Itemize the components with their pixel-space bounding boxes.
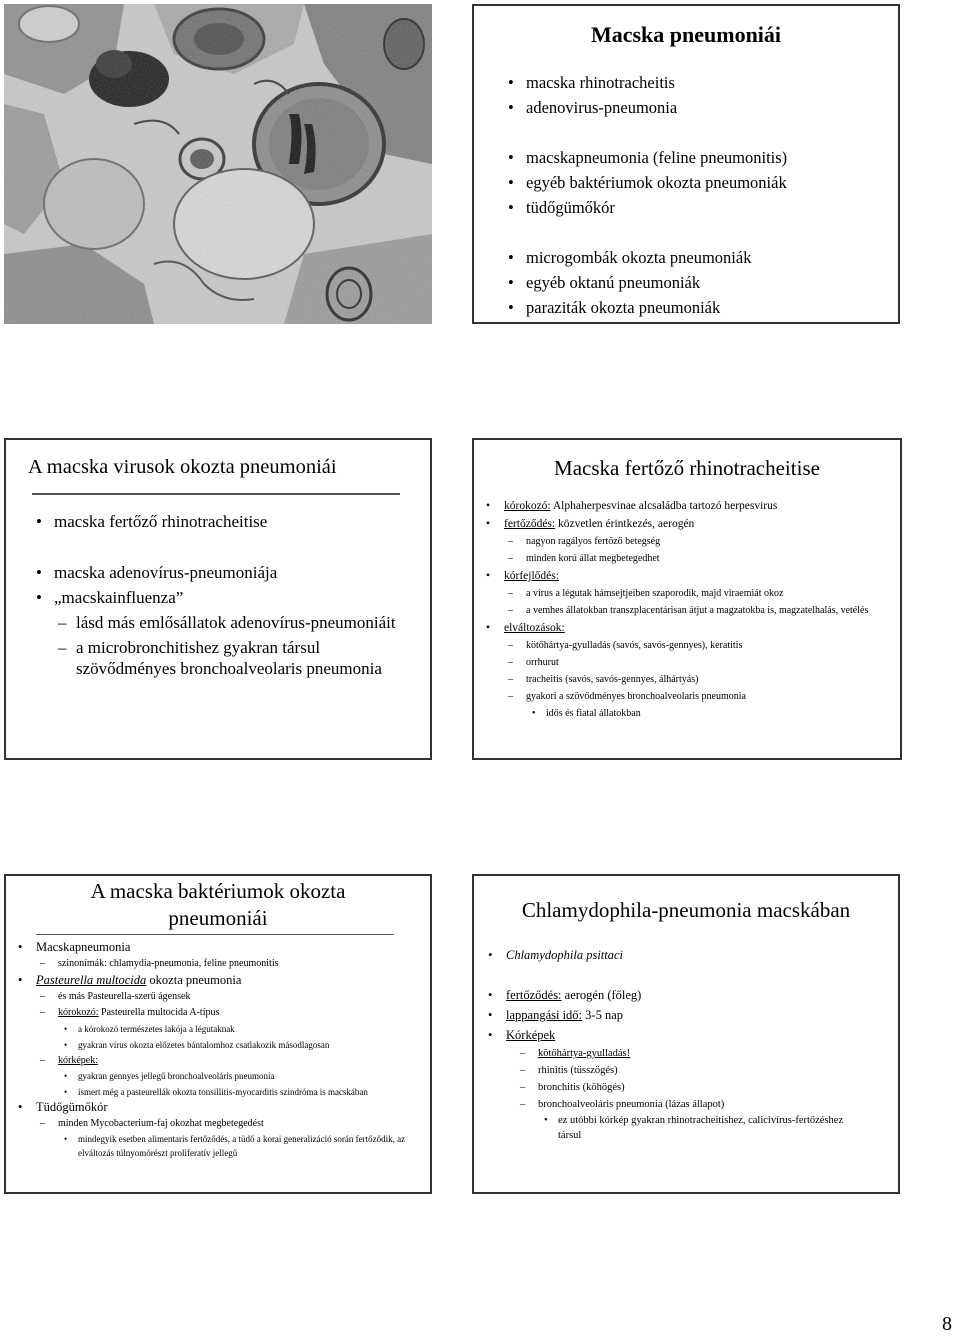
label: kórokozó:: [504, 500, 551, 512]
slide-chlamydophila-pneumonia: [472, 874, 900, 1194]
list-item: • microgombák okozta pneumoniák: [504, 245, 898, 270]
sub-list: [482, 533, 890, 567]
sub-list: [482, 585, 890, 619]
list-item: • macskapneumonia (feline pneumonitis): [504, 145, 898, 170]
label: lappangási idő:: [506, 1008, 583, 1022]
list-item: • egyéb baktériumok okozta pneumoniák: [504, 170, 898, 195]
label: fertőződés:: [506, 988, 562, 1002]
bullet-list: [504, 70, 898, 320]
list-item: • Macskapneumonia: [14, 939, 422, 956]
sub-list: [14, 956, 422, 972]
text: Alphaherpesvinae alcsaládba tartozó herpesvirus: [550, 500, 778, 512]
sub-item: – orrhurut: [526, 654, 890, 671]
sub-item: – tracheitis (savós, savós-gennyes, álhártyás): [526, 671, 890, 688]
sub-item: [58, 1053, 422, 1069]
list-item: • tüdőgümőkór: [504, 195, 898, 220]
sub-list: [32, 612, 410, 679]
slide-macska-pneumoniai: [472, 4, 900, 324]
sub-item: – bronchoalveoláris pneumonia (lázas állapot): [538, 1096, 888, 1113]
sub-list: [482, 637, 890, 722]
sub-item: – bronchitis (köhögés): [538, 1079, 888, 1096]
slide-bakteriumok-okozta-pneumoniai: [4, 874, 432, 1194]
sub-item: – minden korú állat megbetegedhet: [526, 550, 890, 567]
sub-sub-item: • a kórokozó természetes lakója a légutaknak: [78, 1021, 422, 1037]
page-number: 8: [942, 1313, 952, 1335]
sub-item: – a vírus a légutak hámsejtjeiben szaporodik, majd viraemiát okoz: [526, 585, 890, 602]
sub-sub-item: • gyakran vírus okozta előzetes bántalomhoz csatlakozik másodlagosan: [78, 1037, 422, 1053]
text: okozta pneumonia: [146, 973, 242, 987]
text: Pasteurella multocida A-típus: [98, 1007, 220, 1018]
list-item: [482, 567, 890, 585]
list-item: [484, 1025, 888, 1045]
sub-item: – nagyon ragályos fertőző betegség: [526, 533, 890, 550]
label: elváltozások:: [504, 622, 565, 634]
text: közvetlen érintkezés, aerogén: [555, 518, 695, 530]
label: kórképek:: [58, 1055, 98, 1066]
sub-sub-item: • ismert még a pasteurellák okozta tonsillitis-myocarditis szindróma is macskában: [78, 1085, 378, 1099]
italic-text: Pasteurella multocida: [36, 973, 147, 987]
list-item: • macska adenovírus-pneumoniája: [32, 562, 410, 583]
sub-sub-item: • mindegyik esetben alimentaris fertőződés, a tüdő a korai generalizáció során fertőződik, az elváltozás túlnyomórészt proliferatív jellegű: [78, 1132, 408, 1160]
sub-item: – lásd más emlősállatok adenovírus-pneumoniáit: [76, 612, 410, 633]
title-underline: [32, 493, 400, 495]
list-item: • Tüdőgümőkór: [14, 1099, 422, 1116]
sub-item: [58, 1005, 422, 1021]
sub-item: – és más Pasteurella-szerű ágensek: [58, 989, 422, 1005]
slide-title: Macska fertőző rhinotracheitise: [554, 456, 820, 480]
sub-sub-item: • ez utóbbi kórkép gyakran rhinotracheitishez, calicivírus-fertőzéshez társul: [558, 1113, 858, 1143]
title-underline: [36, 934, 394, 935]
list-item: • macska fertőző rhinotracheitise: [32, 511, 410, 532]
text: 3-5 nap: [582, 1008, 623, 1022]
content: [482, 497, 890, 722]
sub-sub-list: [58, 1132, 422, 1160]
label: kórokozó:: [58, 1007, 99, 1018]
sub-sub-list: [58, 1069, 422, 1099]
slide-title: Macska pneumoniái: [590, 22, 782, 47]
sub-item: – a microbronchitishez gyakran társul szövődményes bronchoalveolaris pneumonia: [76, 637, 410, 679]
underlined-text: kötőhártya-gyulladás!: [538, 1048, 631, 1059]
list-item: [482, 619, 890, 637]
list-item: [14, 972, 422, 989]
sub-item: – minden Mycobacterium-faj okozhat megbetegedést: [58, 1116, 422, 1132]
list-item: • Chlamydophila psittaci: [484, 945, 888, 965]
sub-list: [14, 1116, 422, 1160]
sub-item: – kötőhártya-gyulladás (savós, savós-gennyes), keratitis: [526, 637, 890, 654]
slide-title: A macska virusok okozta pneumoniái: [28, 456, 337, 478]
electron-micrograph-image: [4, 4, 432, 324]
sub-sub-item: • idős és fiatal állatokban: [546, 705, 890, 722]
sub-sub-list: [58, 1021, 422, 1053]
slide-virusok-okozta-pneumoniai: [4, 438, 432, 760]
content: [484, 945, 888, 1143]
list-item: [484, 1005, 888, 1025]
list-item: • paraziták okozta pneumoniák: [504, 295, 898, 320]
label: kórfejlődés:: [504, 570, 559, 582]
list-item: • „macskainfluenza”: [32, 587, 410, 608]
list-item: [482, 497, 890, 515]
spacer: [504, 220, 898, 245]
sub-item: – a vemhes állatokban transzplacentárisan átjut a magzatokba is, magzatelhalás, vetélés: [526, 602, 890, 619]
content: [14, 939, 422, 1160]
list-item: • macska rhinotracheitis: [504, 70, 898, 95]
list-item: • egyéb oktanú pneumoniák: [504, 270, 898, 295]
sub-item: [538, 1045, 888, 1062]
slide-fertozo-rhinotracheitise: [472, 438, 902, 760]
bullet-list: [32, 511, 410, 679]
sub-item: – rhinitis (tüsszögés): [538, 1062, 888, 1079]
slide-title: A macska baktériumok okozta pneumoniái: [90, 879, 346, 930]
sub-item: – gyakori a szövődményes bronchoalveolaris pneumonia: [526, 688, 890, 705]
label: fertőződés:: [504, 518, 556, 530]
sub-item: – szinonímák: chlamydia-pneumonia, feline pneumonitis: [58, 956, 422, 972]
text: aerogén (főleg): [561, 988, 642, 1002]
spacer: [504, 120, 898, 145]
slide-title: Chlamydophila-pneumonia macskában: [521, 898, 851, 922]
sub-sub-item: • gyakran gennyes jellegű bronchoalveoláris pneumonia: [78, 1069, 422, 1083]
list-item: [484, 985, 888, 1005]
sub-list: [14, 989, 422, 1099]
list-item: • adenovirus-pneumonia: [504, 95, 898, 120]
sub-list: [484, 1045, 888, 1143]
label: Kórképek: [506, 1028, 556, 1042]
list-item: [482, 515, 890, 533]
